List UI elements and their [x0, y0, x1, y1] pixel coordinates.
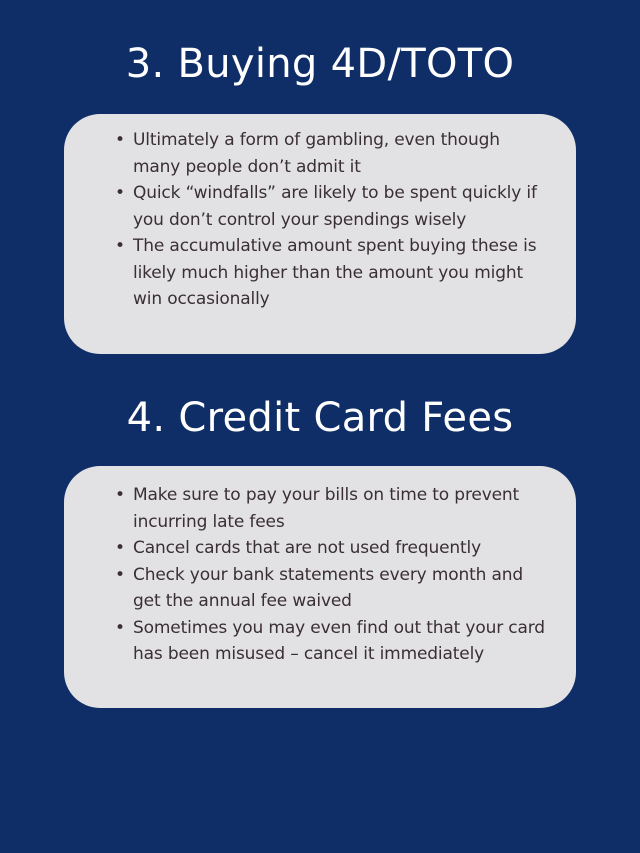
section-heading-buying-4d-toto: 3. Buying 4D/TOTO — [125, 41, 515, 87]
bullet-list — [114, 127, 548, 313]
bullet-dot-icon: • — [115, 564, 125, 585]
bullet-item — [114, 180, 548, 233]
bullet-item — [114, 615, 548, 668]
bullet-item — [114, 233, 548, 313]
bullet-item — [114, 127, 548, 180]
bullet-text: Quick “windfalls” are likely to be spent quickly if you don’t control your spendings wisely — [133, 183, 537, 230]
info-card-credit-card-fees — [64, 466, 576, 708]
bullet-text: Check your bank statements every month and get the annual fee waived — [133, 564, 524, 611]
info-card-buying-4d-toto — [64, 114, 576, 354]
section-heading-credit-card-fees: 4. Credit Card Fees — [126, 395, 514, 441]
bullet-dot-icon: • — [115, 236, 125, 256]
bullet-text: Make sure to pay your bills on time to prevent incurring late fees — [133, 485, 520, 532]
bullet-text: Sometimes you may even find out that your card has been misused – cancel it immediately — [133, 617, 545, 664]
bullet-dot-icon: • — [115, 130, 125, 150]
bullet-item — [114, 482, 548, 535]
bullet-dot-icon: • — [115, 183, 125, 203]
bullet-dot-icon: • — [115, 485, 125, 505]
bullet-dot-icon: • — [115, 617, 125, 638]
bullet-text: The accumulative amount spent buying these is likely much higher than the amount you might win occasionally — [133, 236, 537, 309]
bullet-list — [114, 482, 548, 668]
bullet-item — [114, 535, 548, 562]
bullet-text: Cancel cards that are not used frequently — [133, 538, 482, 558]
bullet-dot-icon: • — [115, 538, 125, 558]
bullet-text: Ultimately a form of gambling, even though many people don’t admit it — [133, 130, 500, 177]
bullet-item — [114, 562, 548, 615]
